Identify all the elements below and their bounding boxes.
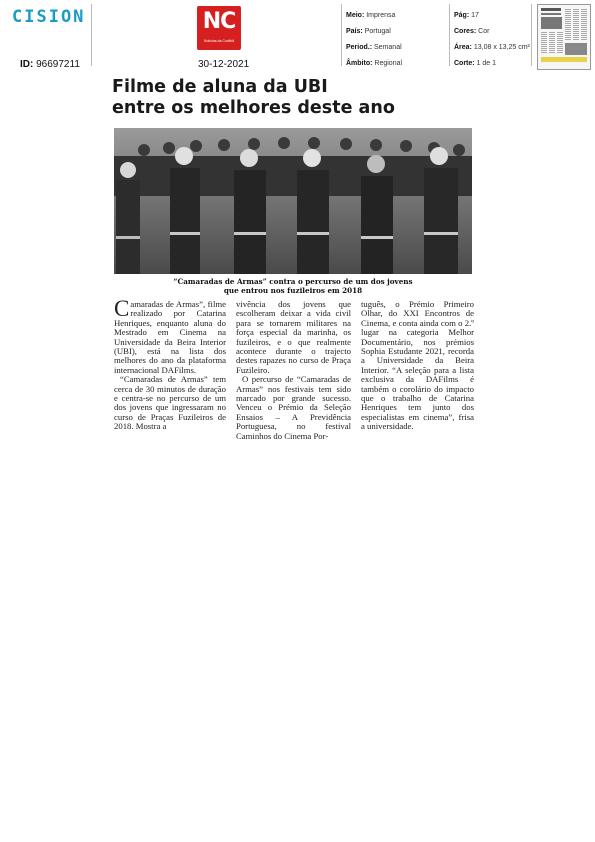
article-column-1 [114,296,226,432]
meta-colors: Cores: Cor [454,28,490,35]
page-thumbnail [537,4,591,70]
article-column-2 [236,300,351,441]
article-photo [114,128,472,274]
drop-cap: C [114,296,130,321]
id-label: ID: [20,59,34,70]
meta-period: Period.: Semanal [346,44,402,51]
paragraph [114,296,226,375]
meta-cut: Corte: 1 de 1 [454,60,497,67]
headline-line-2: entre os melhores deste ano [112,98,395,118]
caption-line-2: que entrou nos fuzileiros em 2018 [223,286,363,295]
cision-logo: CISION [12,7,86,27]
article-column-3 [361,300,474,432]
publication-logo-sub: Notícias da Covilhã [203,39,235,43]
paragraph: O percurso de “Camaradas de Armas” nos festivais tem sido marcado por grande sucesso. Venceu o Prémio da Seleção Ensaios – A Previdência Portuguesa, no festival Caminhos do Cinema Por- [236,374,351,441]
caption-line-1: “Camaradas de Armas” contra o percurso de um dos jovens [173,277,413,286]
paragraph-text: amaradas de Armas”, filme realizado por Catarina Henriques, enquanto aluna do Mestrado em Cinema na Universidade da Beira Interior (UBI), está na lista dos melhores do ano da plataforma internacional DAFilms. [114,299,226,375]
id-value: 96697211 [36,59,80,70]
meta-scope: Âmbito: Regional [346,60,403,67]
paragraph: tuguês, o Prémio Primeiro Olhar, do XXI Encontros de Cinema, e conta ainda com o 2.º lugar na categoria Melhor Documentário, nos prémios Sophia Estudante 2021, recorda a Universidade da Beira Interior. “A seleção para a lista exclusiva da DAFilms é também o corolário do impacto que o trabalho de Catarina Henriques tem junto dos especialistas em cinema”, frisa a universidade. [361,299,474,432]
divider [449,4,450,66]
divider [341,4,342,66]
publication-logo [197,6,241,50]
publication-logo-mark: NC [202,9,236,34]
article-headline [112,77,472,119]
publication-date: 30-12-2021 [198,59,250,70]
meta-area: Área: 13,08 x 13,25 cm² [454,44,530,51]
paragraph: “Camaradas de Armas” tem cerca de 30 minutos de duração e centra-se no percurso de um dos jovens que ingressaram no curso de Praças Fuzileiros de 2018. Mostra a [114,374,226,432]
divider [91,4,92,66]
paragraph: vivência dos jovens que escolheram deixar a vida civil para se tornarem militares na força especial da marinha, os fuzileiros, e o que realmente acontece durante o trajecto destes rapazes no curso de Praça Fuzileiro. [236,299,351,375]
meta-media: Meio: Imprensa [346,12,396,19]
meta-country: País: Portugal [346,28,391,35]
clipping-id [20,59,80,70]
headline-line-1: Filme de aluna da UBI [112,77,328,97]
meta-page: Pág: 17 [454,12,479,19]
divider [531,4,532,66]
photo-caption [114,277,472,295]
